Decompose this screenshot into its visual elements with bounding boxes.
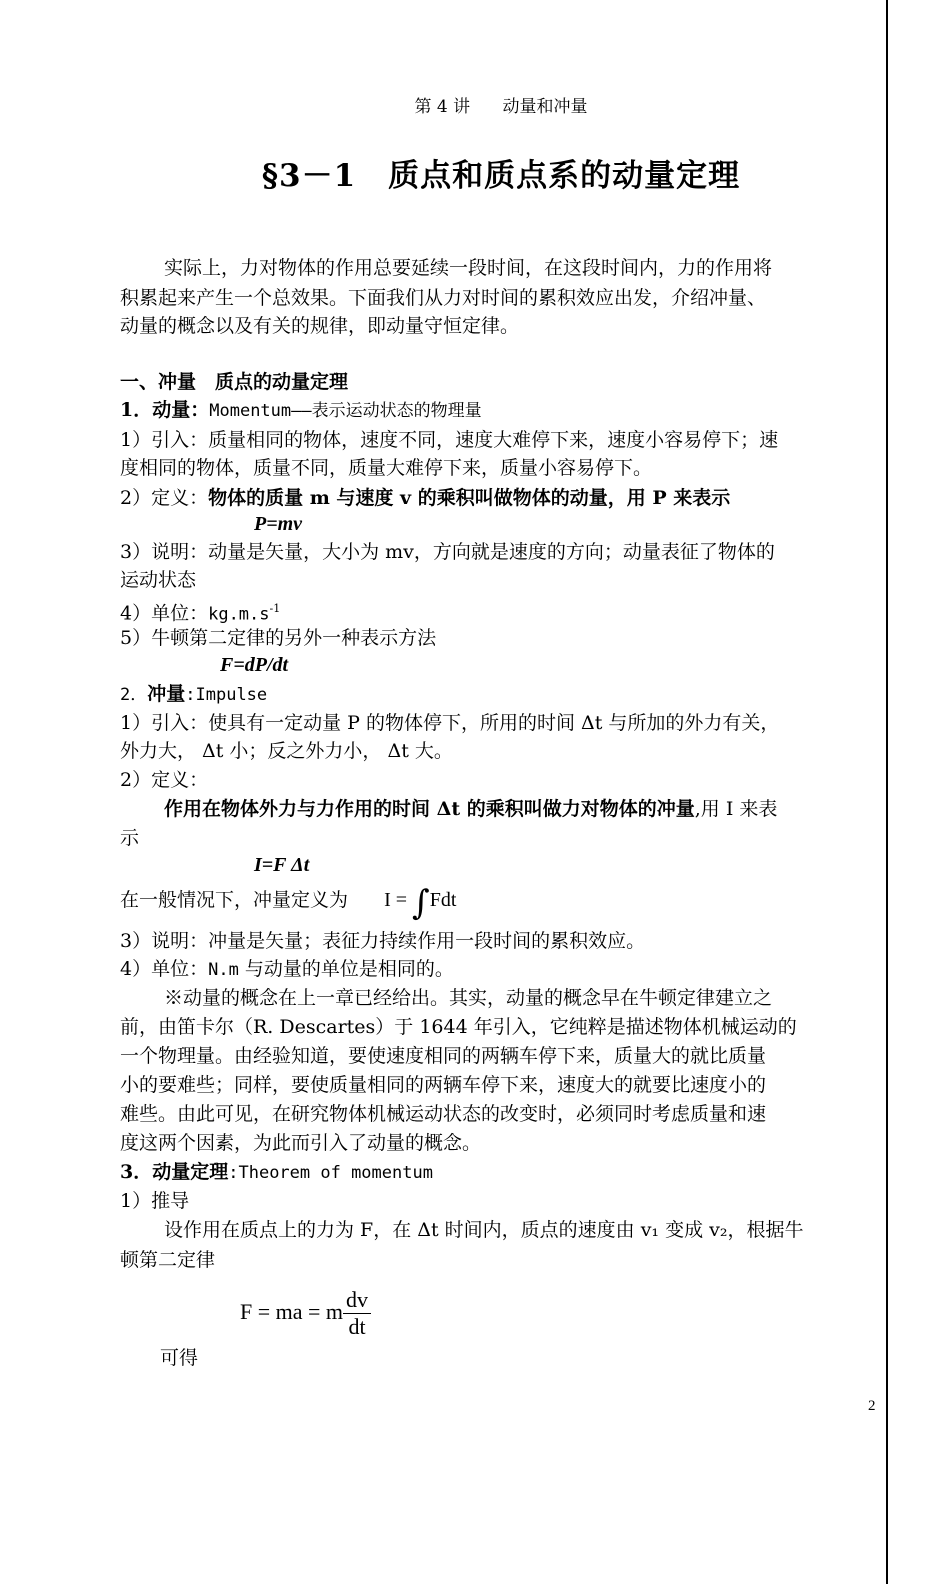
unit-prefix: 4）单位： (120, 602, 209, 625)
impulse-unit-tail: 与动量的单位是相同的。 (238, 958, 454, 980)
momentum-number: 1． (120, 399, 153, 421)
theorem-number: 3． (120, 1161, 153, 1183)
impulse-heading (120, 682, 267, 707)
page-title: §3－1 质点和质点系的动量定理 (261, 158, 741, 194)
definition-prefix: 2）定义： (120, 487, 209, 509)
section-heading: 一、冲量 质点的动量定理 (120, 371, 349, 393)
intro-line-1: 实际上，力对物体的作用总要延续一段时间，在这段时间内，力的作用将 (164, 257, 773, 279)
momentum-intro-2: 度相同的物体，质量不同，质量大难停下来，质量小容易停下。 (120, 457, 653, 479)
impulse-number: 2． (120, 685, 148, 705)
momentum-label: 动量： (152, 399, 210, 421)
impulse-definition (164, 797, 777, 821)
right-margin-rule (886, 0, 888, 1584)
remark-line-6: 度这两个因素，为此而引入了动量的概念。 (120, 1132, 482, 1154)
impulse-general (120, 883, 457, 923)
intro-line-3: 动量的概念以及有关的规律，即动量守恒定律。 (120, 315, 520, 337)
integral-left: I = (384, 889, 408, 911)
newton-formula: F=dP/dt (220, 654, 289, 676)
page-number: 2 (868, 1398, 876, 1414)
unit-exponent: -1 (269, 602, 281, 615)
theorem-line-2: 顿第二定律 (120, 1249, 216, 1271)
theorem-derive: 1）推导 (120, 1190, 190, 1212)
remark-line-1: ※动量的概念在上一章已经给出。其实，动量的概念早在牛顿定律建立之 (164, 987, 773, 1009)
impulse-integral-formula (384, 883, 457, 923)
newton-second-law: 5）牛顿第二定律的另外一种表示方法 (120, 627, 437, 649)
impulse-definition-end: 示 (120, 827, 140, 849)
remark-line-2: 前，由笛卡尔（R. Descartes）于 1644 年引入，它纯粹是描述物体机械运动的 (120, 1016, 797, 1038)
momentum-intro-1: 1）引入：质量相同的物体，速度不同，速度大难停下来，速度小容易停下；速 (120, 429, 779, 451)
intro-line-2: 积累起来产生一个总效果。下面我们从力对时间的累积效应出发，介绍冲量、 (120, 287, 767, 309)
definition-text: 物体的质量 m 与速度 v 的乘积叫做物体的动量，用 P 来表示 (208, 487, 731, 509)
keyi-text: 可得 (160, 1347, 199, 1369)
impulse-unit-value: N.m (208, 960, 239, 980)
momentum-definition (120, 486, 730, 510)
impulse-english: :Impulse (185, 685, 268, 705)
impulse-definition-label: 2）定义： (120, 769, 209, 791)
equation-left: F = ma = m (240, 1299, 344, 1324)
theorem-line-1: 设作用在质点上的力为 F，在 Δt 时间内，质点的速度由 v₁ 变成 v₂，根据牛 (164, 1219, 804, 1241)
momentum-formula: P=mv (254, 513, 303, 535)
running-header (120, 92, 882, 117)
unit-value: kg.m.s (208, 604, 270, 625)
momentum-unit (120, 597, 280, 626)
remark-line-5: 难些。由此可见，在研究物体机械运动状态的改变时，必须同时考虑质量和速 (120, 1103, 767, 1125)
integral-sign: ∫ (412, 883, 430, 923)
lecture-number: 第 4 讲 (414, 97, 471, 117)
impulse-label: 冲量 (147, 683, 186, 705)
impulse-definition-text: 作用在物体外力与力作用的时间 Δt 的乘积叫做力对物体的冲量 (164, 798, 695, 820)
theorem-english: :Theorem of momentum (228, 1163, 433, 1183)
momentum-note-1: 3）说明：动量是矢量，大小为 mv，方向就是速度的方向；动量表征了物体的 (120, 541, 775, 563)
remark-line-4: 小的要难些；同样，要使质量相同的两辆车停下来，速度大的就要比速度小的 (120, 1074, 767, 1096)
integral-right: Fdt (429, 889, 457, 911)
impulse-intro-2: 外力大， Δt 小；反之外力小， Δt 大。 (120, 740, 453, 762)
lecture-topic: 动量和冲量 (502, 97, 588, 117)
impulse-definition-tail: ,用 I 来表 (694, 798, 778, 820)
theorem-heading (120, 1160, 433, 1185)
impulse-general-text: 在一般情况下，冲量定义为 (120, 889, 349, 911)
momentum-note-2: 运动状态 (120, 569, 197, 591)
derivative-numerator: dv (343, 1287, 371, 1314)
theorem-label: 动量定理 (152, 1161, 229, 1183)
momentum-heading (120, 398, 482, 423)
impulse-unit (120, 957, 454, 982)
impulse-note: 3）说明：冲量是矢量；表征力持续作用一段时间的累积效应。 (120, 930, 646, 952)
impulse-formula: I=F Δt (254, 854, 310, 876)
impulse-unit-prefix: 4）单位： (120, 958, 209, 980)
remark-line-3: 一个物理量。由经验知道，要使速度相同的两辆车停下来，质量大的就比质量 (120, 1045, 767, 1067)
newton-vector-equation (240, 1285, 371, 1340)
impulse-intro-1: 1）引入：使具有一定动量 P 的物体停下，所用的时间 Δt 与所加的外力有关， (120, 712, 780, 734)
derivative-denominator: dt (348, 1314, 366, 1340)
momentum-english: Momentum——表示运动状态的物理量 (209, 401, 482, 421)
derivative-fraction (343, 1287, 371, 1340)
